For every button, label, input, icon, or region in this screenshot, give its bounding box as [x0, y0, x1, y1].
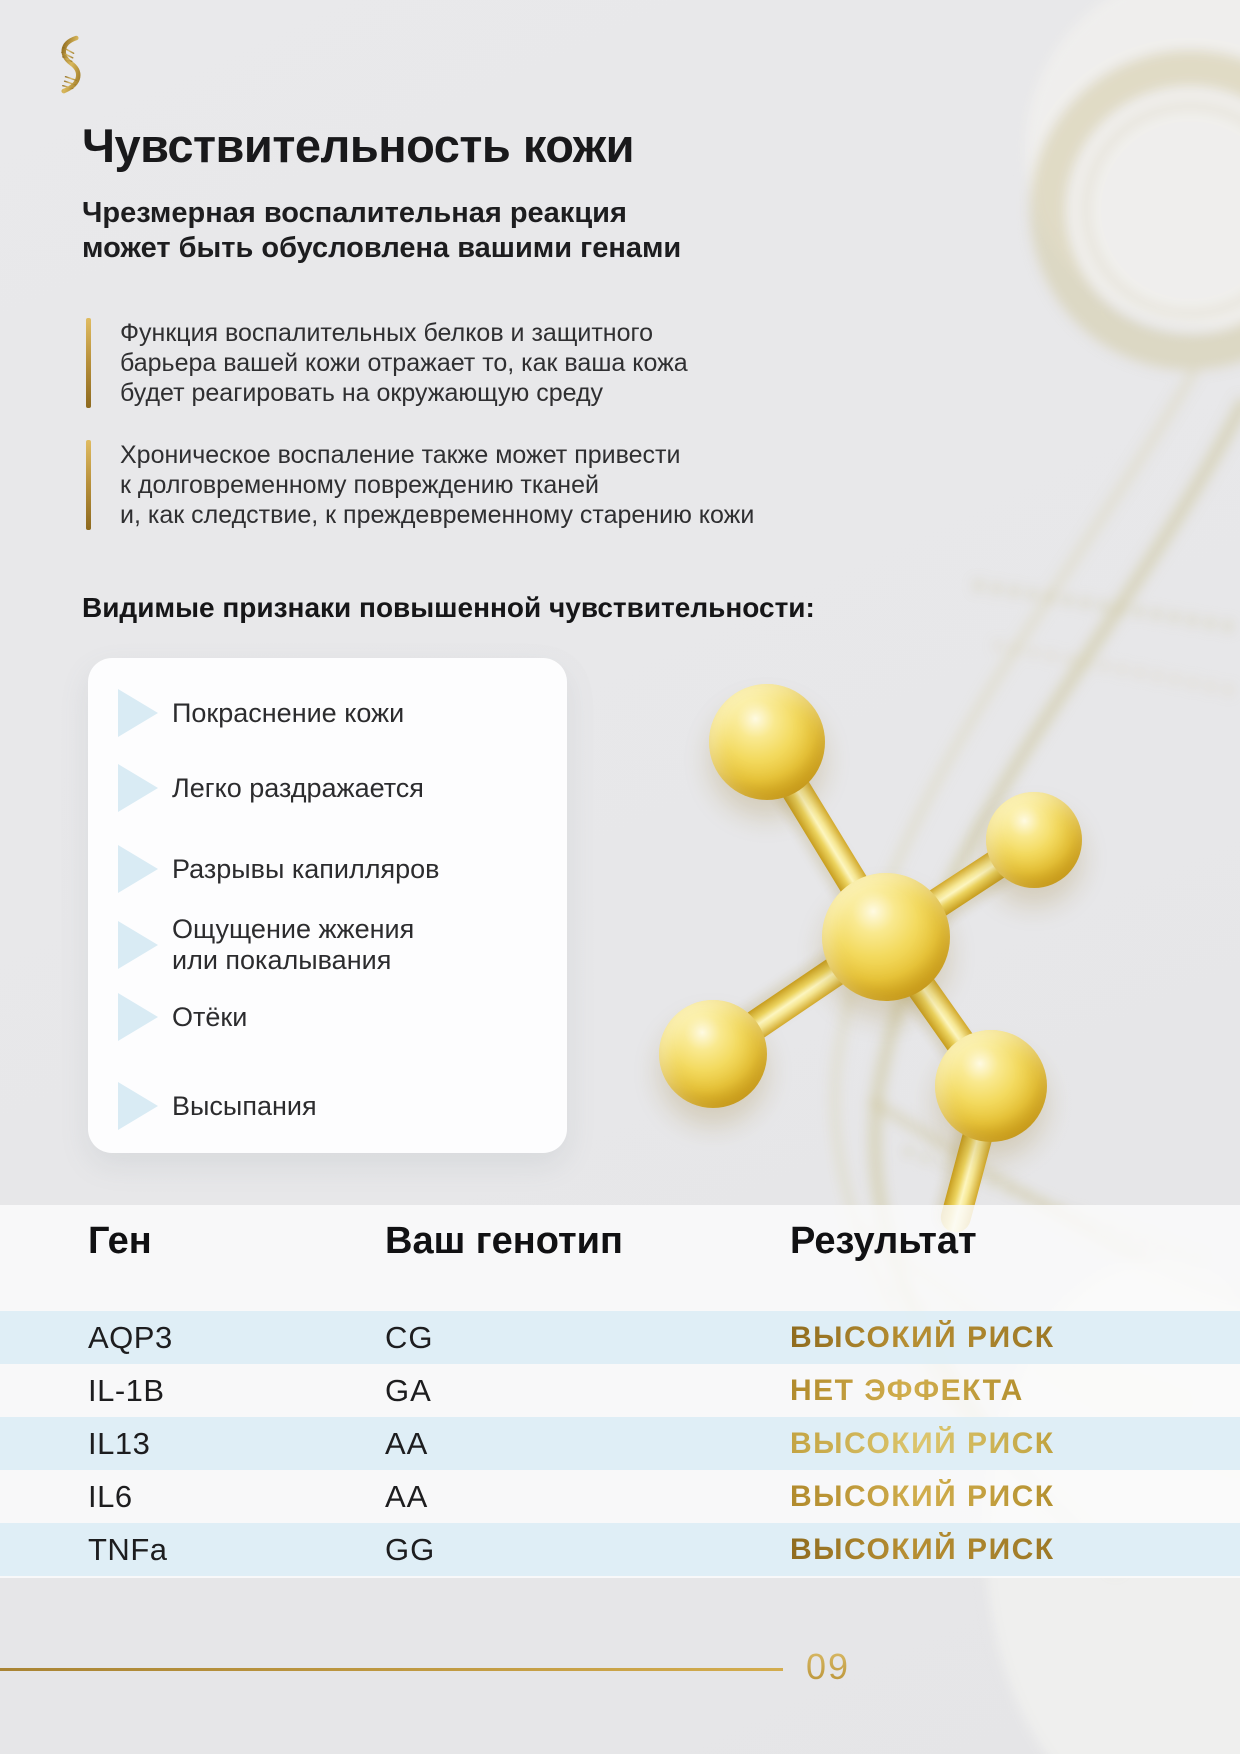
paragraph-line: барьера вашей кожи отражает то, как ваша кожа — [120, 349, 688, 377]
gene-cell: TNFa — [88, 1532, 168, 1567]
triangle-right-icon — [118, 1082, 158, 1130]
subtitle-line: может быть обусловлена вашими генами — [82, 232, 682, 264]
sign-label: Легко раздражается — [172, 772, 424, 803]
paragraph-line: Хроническое воспаление также может привести — [120, 441, 681, 469]
sign-label: Покраснение кожи — [172, 697, 405, 728]
result-cell: ВЫСОКИЙ РИСК — [790, 1523, 1055, 1576]
gold-accent-bar — [86, 318, 91, 408]
gold-accent-bar — [86, 440, 91, 530]
sign-label-line: или покалывания — [172, 945, 392, 975]
genotype-cell: AA — [385, 1479, 429, 1514]
sign-label: Отёки — [172, 1001, 248, 1032]
sign-label-line: Ощущение жжения — [172, 914, 415, 944]
genotype-cell: GG — [385, 1532, 436, 1567]
molecule-atom — [709, 684, 825, 800]
paragraph-line: и, как следствие, к преждевременному старению кожи — [120, 501, 755, 529]
triangle-right-icon — [118, 993, 158, 1041]
genotype-cell: GA — [385, 1373, 432, 1408]
dna-helix-logo-icon — [52, 32, 88, 98]
list-item — [118, 914, 414, 976]
table-header-result: Результат — [790, 1220, 977, 1262]
triangle-right-icon — [118, 689, 158, 737]
result-cell: НЕТ ЭФФЕКТА — [790, 1364, 1024, 1417]
triangle-right-icon — [118, 921, 158, 969]
intro-paragraph — [86, 440, 754, 530]
table-row — [0, 1364, 1240, 1417]
intro-paragraph-text — [120, 318, 688, 408]
molecule-atom — [822, 873, 950, 1001]
list-item — [118, 764, 424, 812]
result-cell: ВЫСОКИЙ РИСК — [790, 1470, 1055, 1523]
paragraph-line: Функция воспалительных белков и защитного — [120, 319, 653, 347]
molecule-atom — [935, 1030, 1047, 1142]
triangle-right-icon — [118, 845, 158, 893]
sign-label: Высыпания — [172, 1090, 317, 1121]
gene-cell: IL-1B — [88, 1373, 165, 1408]
page-title: Чувствительность кожи — [82, 119, 635, 172]
genotype-cell: CG — [385, 1320, 434, 1355]
gene-cell: IL6 — [88, 1479, 133, 1514]
triangle-right-icon — [118, 764, 158, 812]
gene-cell: AQP3 — [88, 1320, 173, 1355]
paragraph-line: будет реагировать на окружающую среду — [120, 379, 604, 407]
result-cell: ВЫСОКИЙ РИСК — [790, 1311, 1055, 1364]
intro-paragraph — [86, 318, 688, 408]
table-row — [0, 1470, 1240, 1523]
signs-card — [88, 658, 567, 1153]
footer-divider — [0, 1668, 783, 1671]
table-header-genotype: Ваш генотип — [385, 1220, 623, 1262]
genotype-cell: AA — [385, 1426, 429, 1461]
genetics-table — [0, 1205, 1240, 1578]
table-header-gene: Ген — [88, 1220, 152, 1262]
paragraph-line: к долговременному повреждению тканей — [120, 471, 599, 499]
list-item — [118, 1082, 317, 1130]
page-subtitle — [82, 196, 882, 266]
page-number: 09 — [806, 1646, 851, 1687]
sign-label — [172, 914, 414, 976]
intro-paragraph-text — [120, 440, 754, 530]
table-row — [0, 1311, 1240, 1364]
table-row — [0, 1523, 1240, 1576]
molecule-atom — [986, 792, 1082, 888]
list-item — [118, 845, 440, 893]
table-row — [0, 1417, 1240, 1470]
molecule-atom — [659, 1000, 767, 1108]
result-cell: ВЫСОКИЙ РИСК — [790, 1417, 1055, 1470]
sign-label: Разрывы капилляров — [172, 853, 440, 884]
signs-heading: Видимые признаки повышенной чувствительности: — [82, 592, 815, 623]
gene-cell: IL13 — [88, 1426, 151, 1461]
list-item — [118, 689, 404, 737]
list-item — [118, 993, 247, 1041]
subtitle-line: Чрезмерная воспалительная реакция — [82, 197, 627, 229]
